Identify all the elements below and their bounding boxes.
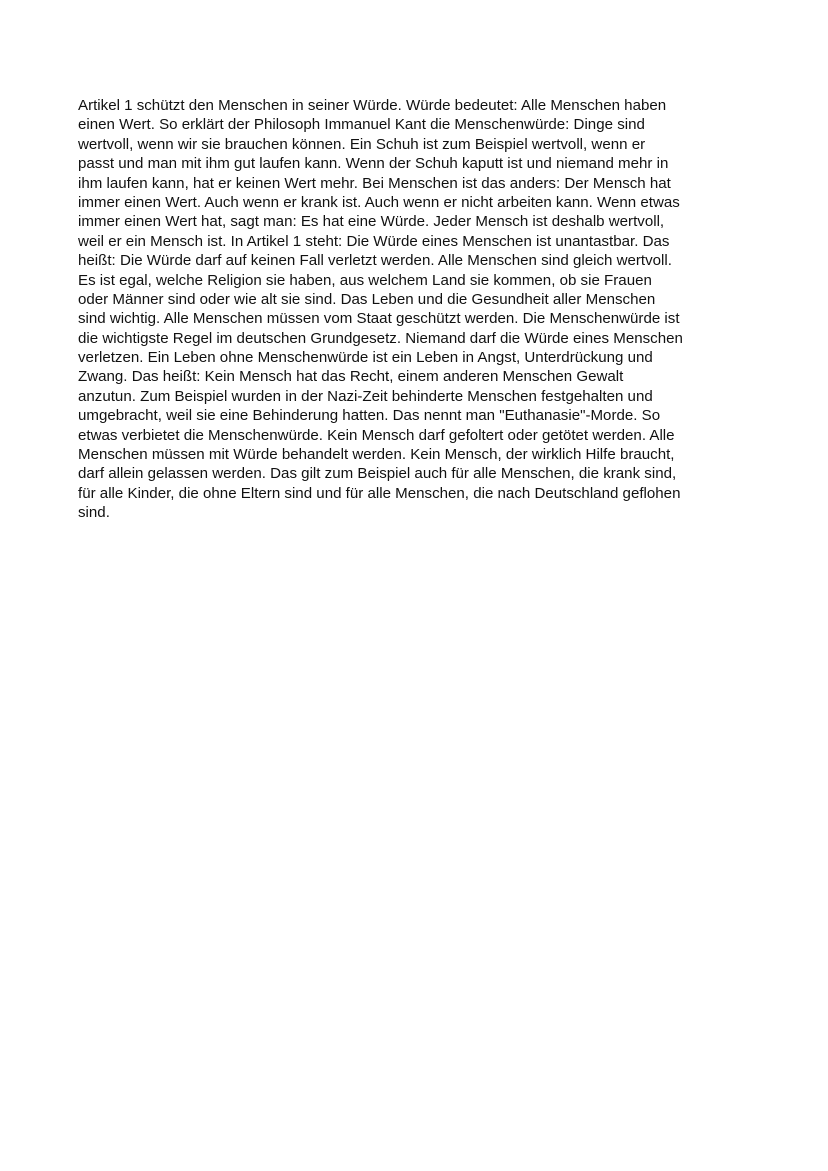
- paragraph-line: verletzen. Ein Leben ohne Menschenwürde ist ein Leben in Angst, Unterdrückung und: [78, 349, 653, 367]
- paragraph-line: sind wichtig. Alle Menschen müssen vom Staat geschützt werden. Die Menschenwürde ist: [78, 310, 680, 328]
- paragraph-line: heißt: Die Würde darf auf keinen Fall verletzt werden. Alle Menschen sind gleich wertvoll.: [78, 252, 672, 270]
- paragraph-line: darf allein gelassen werden. Das gilt zum Beispiel auch für alle Menschen, die krank sind,: [78, 465, 677, 483]
- paragraph-line: etwas verbietet die Menschenwürde. Kein Mensch darf gefoltert oder getötet werden. Alle: [78, 426, 675, 444]
- paragraph-line: die wichtigste Regel im deutschen Grundgesetz. Niemand darf die Würde eines Menschen: [78, 329, 683, 347]
- body-paragraph: [78, 96, 758, 523]
- paragraph-line: Menschen müssen mit Würde behandelt werden. Kein Mensch, der wirklich Hilfe braucht,: [78, 446, 675, 464]
- paragraph-line: passt und man mit ihm gut laufen kann. Wenn der Schuh kaputt ist und niemand mehr in: [78, 155, 669, 173]
- paragraph-line: anzutun. Zum Beispiel wurden in der Nazi-Zeit behinderte Menschen festgehalten und: [78, 387, 653, 405]
- paragraph-line: weil er ein Mensch ist. In Artikel 1 steht: Die Würde eines Menschen ist unantastbar. Das: [78, 232, 670, 250]
- paragraph-line: immer einen Wert. Auch wenn er krank ist. Auch wenn er nicht arbeiten kann. Wenn etwas: [78, 193, 680, 211]
- paragraph-line: für alle Kinder, die ohne Eltern sind und für alle Menschen, die nach Deutschland geflohen: [78, 484, 681, 502]
- paragraph-line: sind.: [78, 504, 110, 522]
- paragraph-line: immer einen Wert hat, sagt man: Es hat eine Würde. Jeder Mensch ist deshalb wertvoll,: [78, 213, 665, 231]
- paragraph-line: umgebracht, weil sie eine Behinderung hatten. Das nennt man "Euthanasie"-Morde. So: [78, 407, 661, 425]
- paragraph-line: wertvoll, wenn wir sie brauchen können. Ein Schuh ist zum Beispiel wertvoll, wenn er: [78, 135, 646, 153]
- paragraph-line: oder Männer sind oder wie alt sie sind. Das Leben und die Gesundheit aller Menschen: [78, 290, 656, 308]
- paragraph-line: Artikel 1 schützt den Menschen in seiner Würde. Würde bedeutet: Alle Menschen haben: [78, 97, 667, 114]
- paragraph-line: Zwang. Das heißt: Kein Mensch hat das Recht, einem anderen Menschen Gewalt: [78, 368, 624, 386]
- paragraph-line: Es ist egal, welche Religion sie haben, aus welchem Land sie kommen, ob sie Frauen: [78, 271, 652, 289]
- paragraph-line: ihm laufen kann, hat er keinen Wert mehr. Bei Menschen ist das anders: Der Mensch hat: [78, 174, 671, 192]
- paragraph-line: einen Wert. So erklärt der Philosoph Immanuel Kant die Menschenwürde: Dinge sind: [78, 116, 645, 134]
